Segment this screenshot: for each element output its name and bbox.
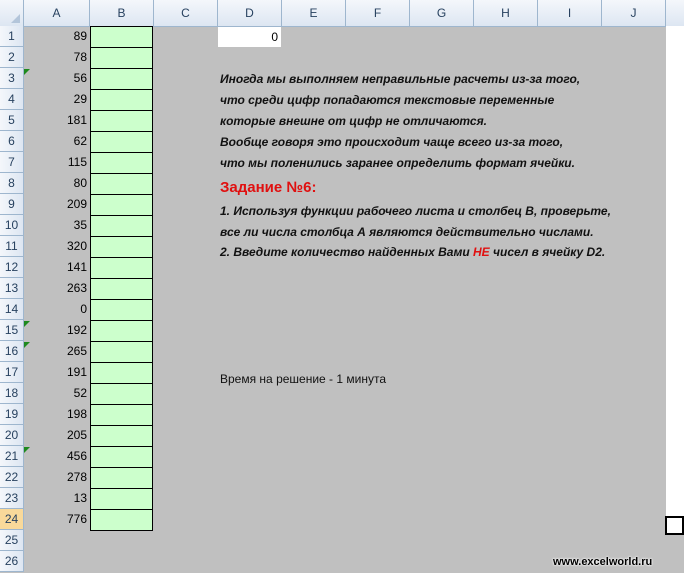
intro-line-2: что среди цифр попадаются текстовые переменные bbox=[220, 93, 555, 107]
row-header-11[interactable]: 11 bbox=[0, 236, 24, 257]
column-header-f[interactable]: F bbox=[346, 0, 410, 26]
cell-a7[interactable]: 115 bbox=[67, 155, 87, 169]
cell-b14[interactable] bbox=[90, 299, 153, 321]
cell-b6[interactable] bbox=[90, 131, 153, 153]
cell-a25[interactable] bbox=[24, 530, 90, 551]
row-header-24[interactable]: 24 bbox=[0, 509, 24, 530]
cell-b12[interactable] bbox=[90, 257, 153, 279]
column-header-h[interactable]: H bbox=[474, 0, 538, 26]
row-header-21[interactable]: 21 bbox=[0, 446, 24, 467]
intro-line-3: которые внешне от цифр не отличаются. bbox=[220, 114, 487, 128]
cell-b13[interactable] bbox=[90, 278, 153, 300]
column-header-a[interactable]: A bbox=[24, 0, 90, 26]
watermark: www.excelworld.ru bbox=[553, 556, 653, 568]
cell-b21[interactable] bbox=[90, 446, 153, 468]
row-header-14[interactable]: 14 bbox=[0, 299, 24, 320]
column-header-b[interactable]: B bbox=[90, 0, 154, 26]
cell-b17[interactable] bbox=[90, 362, 153, 384]
error-indicator-icon[interactable] bbox=[24, 447, 30, 453]
row-header-3[interactable]: 3 bbox=[0, 68, 24, 89]
row-header-5[interactable]: 5 bbox=[0, 110, 24, 131]
cell-a20[interactable]: 205 bbox=[66, 428, 87, 442]
row-header-9[interactable]: 9 bbox=[0, 194, 24, 215]
cell-a5[interactable]: 181 bbox=[66, 113, 87, 127]
row-header-10[interactable]: 10 bbox=[0, 215, 24, 236]
row-header-8[interactable]: 8 bbox=[0, 173, 24, 194]
cell-a21[interactable]: 456 bbox=[66, 449, 87, 463]
cell-a9[interactable]: 209 bbox=[66, 197, 87, 211]
cell-a4[interactable]: 29 bbox=[73, 92, 87, 106]
row-header-13[interactable]: 13 bbox=[0, 278, 24, 299]
intro-line-1: Иногда мы выполняем неправильные расчеты из-за того, bbox=[220, 72, 581, 86]
task-line-3 bbox=[220, 245, 605, 259]
time-limit-text: Время на решение - 1 минута bbox=[220, 372, 387, 386]
cell-b10[interactable] bbox=[90, 215, 153, 237]
cell-b19[interactable] bbox=[90, 404, 153, 426]
cell-a3[interactable]: 56 bbox=[73, 71, 87, 85]
cell-a14[interactable]: 0 bbox=[80, 302, 87, 316]
row-header-22[interactable]: 22 bbox=[0, 467, 24, 488]
row-header-25[interactable]: 25 bbox=[0, 530, 24, 551]
column-header-e[interactable]: E bbox=[282, 0, 346, 26]
row-header-18[interactable]: 18 bbox=[0, 383, 24, 404]
row-header-16[interactable]: 16 bbox=[0, 341, 24, 362]
select-all-corner[interactable] bbox=[0, 0, 24, 26]
cell-a12[interactable]: 141 bbox=[66, 260, 87, 274]
cell-b20[interactable] bbox=[90, 425, 153, 447]
cell-b18[interactable] bbox=[90, 383, 153, 405]
row-header-1[interactable]: 1 bbox=[0, 26, 24, 47]
cell-a18[interactable]: 52 bbox=[73, 386, 87, 400]
error-indicator-icon[interactable] bbox=[24, 69, 30, 75]
active-cell-selection[interactable] bbox=[665, 516, 684, 535]
cell-b15[interactable] bbox=[90, 320, 153, 342]
cell-b22[interactable] bbox=[90, 467, 153, 489]
task-line-3-pre: 2. Введите количество найденных Вами bbox=[220, 245, 474, 259]
row-header-2[interactable]: 2 bbox=[0, 47, 24, 68]
cell-a26[interactable] bbox=[24, 551, 90, 572]
row-header-15[interactable]: 15 bbox=[0, 320, 24, 341]
task-ne-word: НЕ bbox=[473, 245, 490, 259]
cell-b2[interactable] bbox=[90, 47, 153, 69]
cell-b24[interactable] bbox=[90, 509, 153, 531]
cell-a15[interactable]: 192 bbox=[66, 323, 87, 337]
cell-d2[interactable]: 0 bbox=[218, 27, 281, 47]
cell-b9[interactable] bbox=[90, 194, 153, 216]
error-indicator-icon[interactable] bbox=[24, 342, 30, 348]
cell-b11[interactable] bbox=[90, 236, 153, 258]
row-header-6[interactable]: 6 bbox=[0, 131, 24, 152]
cell-b3[interactable] bbox=[90, 68, 153, 90]
intro-line-5: что мы поленились заранее определить формат ячейки. bbox=[220, 156, 575, 170]
cell-b16[interactable] bbox=[90, 341, 153, 363]
column-header-g[interactable]: G bbox=[410, 0, 474, 26]
row-header-12[interactable]: 12 bbox=[0, 257, 24, 278]
cell-b8[interactable] bbox=[90, 173, 153, 195]
row-header-7[interactable]: 7 bbox=[0, 152, 24, 173]
row-header-23[interactable]: 23 bbox=[0, 488, 24, 509]
column-header-c[interactable]: C bbox=[154, 0, 218, 26]
cell-a11[interactable]: 320 bbox=[66, 239, 87, 253]
row-header-19[interactable]: 19 bbox=[0, 404, 24, 425]
cell-a24[interactable]: 776 bbox=[66, 512, 87, 526]
task-title: Задание №6: bbox=[220, 179, 317, 196]
cell-a17[interactable]: 191 bbox=[66, 365, 87, 379]
cell-a2[interactable]: 78 bbox=[73, 50, 87, 64]
cell-a8[interactable]: 80 bbox=[73, 176, 87, 190]
cell-b5[interactable] bbox=[90, 110, 153, 132]
cell-a23[interactable]: 13 bbox=[73, 491, 87, 505]
cell-a6[interactable]: 62 bbox=[73, 134, 87, 148]
task-line-3-post: чисел в ячейку D2. bbox=[489, 245, 606, 259]
cell-a16[interactable]: 265 bbox=[66, 344, 87, 358]
vertical-scrollbar[interactable] bbox=[666, 26, 684, 516]
cell-a13[interactable]: 263 bbox=[66, 281, 87, 295]
cell-a1[interactable]: 89 bbox=[73, 29, 87, 43]
column-header-d[interactable]: D bbox=[218, 0, 282, 26]
column-header-j[interactable]: J bbox=[602, 0, 666, 26]
cell-a19[interactable]: 198 bbox=[66, 407, 87, 421]
row-header-17[interactable]: 17 bbox=[0, 362, 24, 383]
intro-line-4: Вообще говоря это происходит чаще всего из-за того, bbox=[220, 135, 564, 149]
cell-b7[interactable] bbox=[90, 152, 153, 174]
cell-b4[interactable] bbox=[90, 89, 153, 111]
cell-a22[interactable]: 278 bbox=[66, 470, 87, 484]
row-header-4[interactable]: 4 bbox=[0, 89, 24, 110]
task-line-2: все ли числа столбца А являются действительно числами. bbox=[220, 225, 594, 239]
cell-a10[interactable]: 35 bbox=[73, 218, 87, 232]
row-header-26[interactable]: 26 bbox=[0, 551, 24, 572]
cell-b23[interactable] bbox=[90, 488, 153, 510]
column-header-i[interactable]: I bbox=[538, 0, 602, 26]
row-header-20[interactable]: 20 bbox=[0, 425, 24, 446]
error-indicator-icon[interactable] bbox=[24, 321, 30, 327]
cell-b1[interactable] bbox=[90, 26, 153, 48]
column-header-bar bbox=[0, 0, 684, 27]
task-line-1: 1. Используя функции рабочего листа и столбец В, проверьте, bbox=[220, 204, 611, 218]
